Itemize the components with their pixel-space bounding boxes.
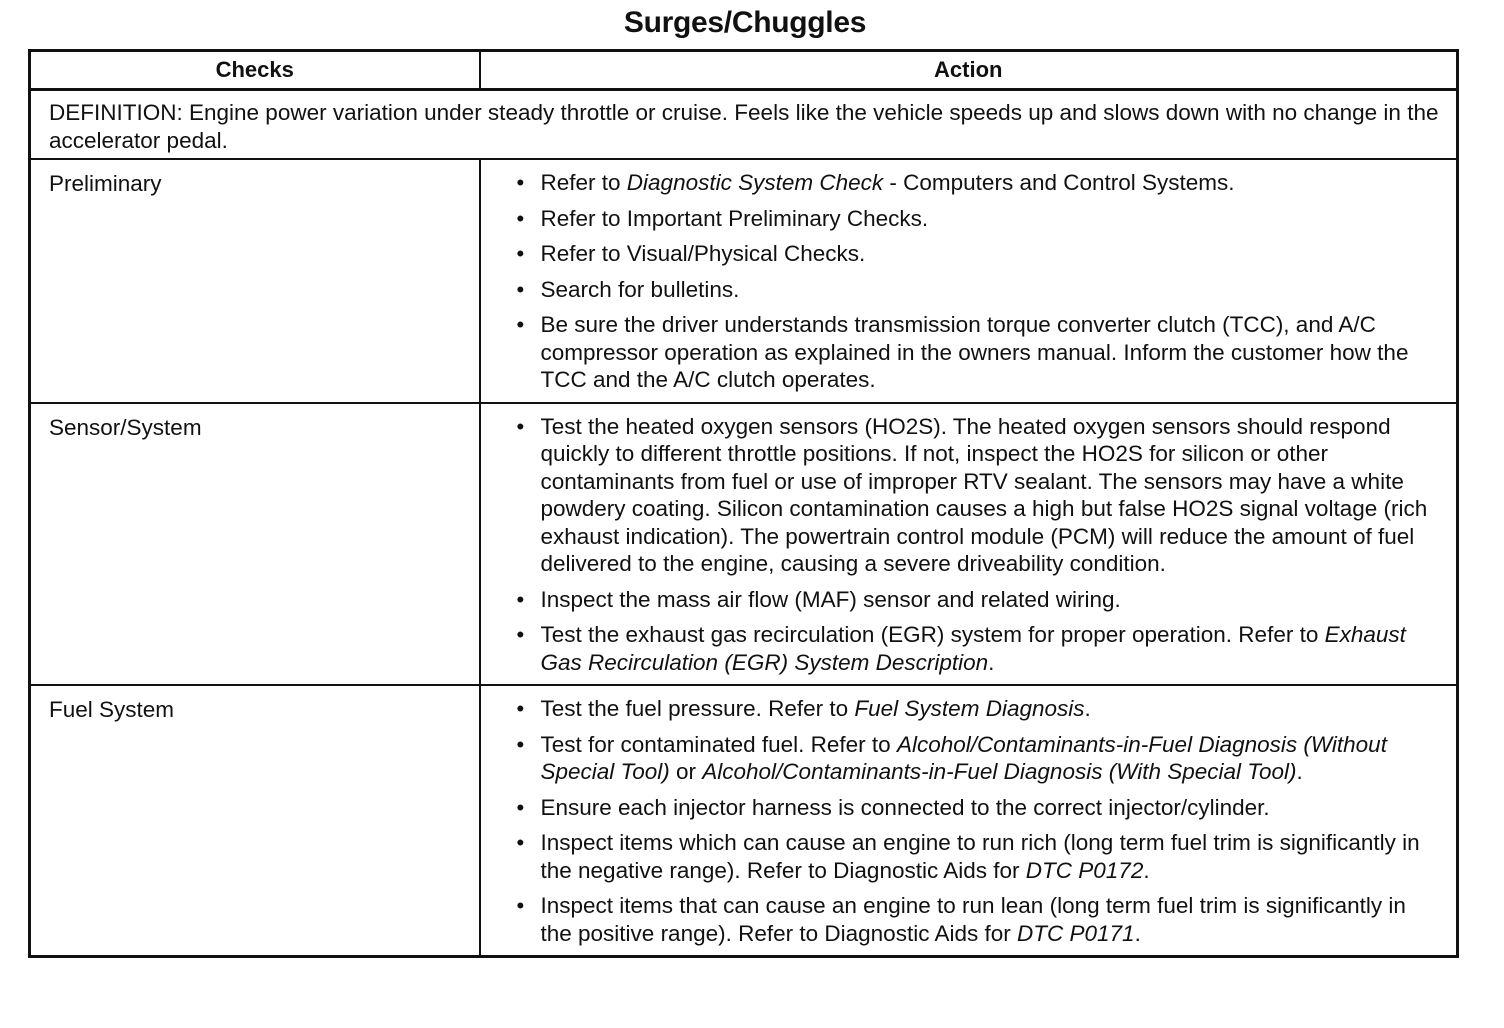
action-text: Test the heated oxygen sensors (HO2S). The heated oxygen sensors should respond quickly to different throttle positions. If not, inspect the HO2S for silicon or other contaminants from fuel or use of improper RTV sealant. The sensors may have a white powdery coating. Silicon contamination causes a high but false HO2S signal voltage (rich exhaust indication). The powertrain control module (PCM) will reduce the amount of fuel delivered to the engine, causing a severe driveability condition.	[540, 413, 1428, 576]
action-item	[516, 621, 1443, 676]
action-text: Refer to	[540, 170, 627, 195]
action-item	[516, 794, 1443, 822]
action-text: Ensure each injector harness is connected to the correct injector/cylinder.	[540, 794, 1270, 820]
check-label: Sensor/System	[30, 403, 480, 686]
reference-text: Alcohol/Contaminants-in-Fuel Diagnosis (With Special Tool)	[702, 759, 1297, 784]
action-list	[516, 695, 1443, 947]
action-item	[516, 311, 1443, 394]
action-text: - Computers and Control Systems.	[883, 170, 1235, 195]
action-item	[516, 205, 1443, 233]
action-text: Inspect items which can cause an engine to run rich (long term fuel trim is significantly in the negative range). Refer to Diagnostic Aids for	[540, 830, 1420, 883]
reference-text: Fuel System Diagnosis	[854, 696, 1085, 721]
action-item	[516, 892, 1443, 947]
table-body	[30, 90, 1458, 957]
reference-text: Diagnostic System Check	[626, 170, 884, 195]
action-text: Refer to Visual/Physical Checks.	[540, 241, 866, 266]
action-text: Search for bulletins.	[540, 276, 740, 302]
header-row	[30, 51, 1458, 90]
action-text: Inspect the mass air flow (MAF) sensor and related wiring.	[540, 586, 1121, 612]
check-label: Fuel System	[30, 685, 480, 957]
action-text: .	[1084, 696, 1091, 721]
action-item	[516, 413, 1443, 578]
reference-text: Exhaust Gas Recirculation (EGR) System Description	[540, 622, 1406, 675]
reference-text: DTC P0171	[1017, 920, 1135, 946]
definition-row	[30, 90, 1458, 160]
action-cell	[480, 403, 1458, 686]
action-item	[516, 240, 1443, 268]
action-text: .	[1296, 759, 1303, 784]
action-list	[516, 169, 1443, 394]
action-list	[516, 413, 1443, 677]
action-text: Test the fuel pressure. Refer to	[540, 696, 855, 721]
action-text: .	[1134, 920, 1141, 946]
diagnosis-table	[28, 49, 1459, 958]
reference-text: DTC P0172	[1025, 857, 1144, 883]
action-text: Be sure the driver understands transmission torque converter clutch (TCC), and A/C compressor operation as explained in the owners manual. Inform the customer how the TCC and the A/C clutch operates.	[540, 312, 1409, 392]
action-item	[516, 829, 1443, 884]
definition-text: DEFINITION: Engine power variation under steady throttle or cruise. Feels like the vehicle speeds up and slows down with no change in the accelerator pedal.	[30, 90, 1458, 160]
action-item	[516, 695, 1443, 723]
action-text: .	[988, 649, 995, 675]
column-header-checks: Checks	[30, 51, 480, 90]
action-text: Inspect items that can cause an engine to run lean (long term fuel trim is significantly in the positive range). Refer to Diagnostic Aids for	[540, 893, 1406, 946]
action-item	[516, 731, 1443, 786]
reference-text: Alcohol/Contaminants-in-Fuel Diagnosis (Without Special Tool)	[540, 731, 1387, 784]
check-label: Preliminary	[30, 159, 480, 403]
column-header-action: Action	[480, 51, 1458, 90]
action-item	[516, 276, 1443, 304]
action-text: .	[1143, 857, 1150, 883]
action-item	[516, 169, 1443, 197]
action-cell	[480, 159, 1458, 403]
action-text: Test the exhaust gas recirculation (EGR) system for proper operation. Refer to	[540, 622, 1325, 647]
table-row-preliminary	[30, 159, 1458, 403]
action-cell	[480, 685, 1458, 957]
action-text: or	[669, 759, 703, 784]
action-item	[516, 586, 1443, 614]
table-row-sensor-system	[30, 403, 1458, 686]
page-title: Surges/Chuggles	[623, 6, 867, 39]
action-text: Refer to Important Preliminary Checks.	[540, 205, 929, 231]
table-row-fuel-system	[30, 685, 1458, 957]
action-text: Test for contaminated fuel. Refer to	[540, 731, 897, 757]
